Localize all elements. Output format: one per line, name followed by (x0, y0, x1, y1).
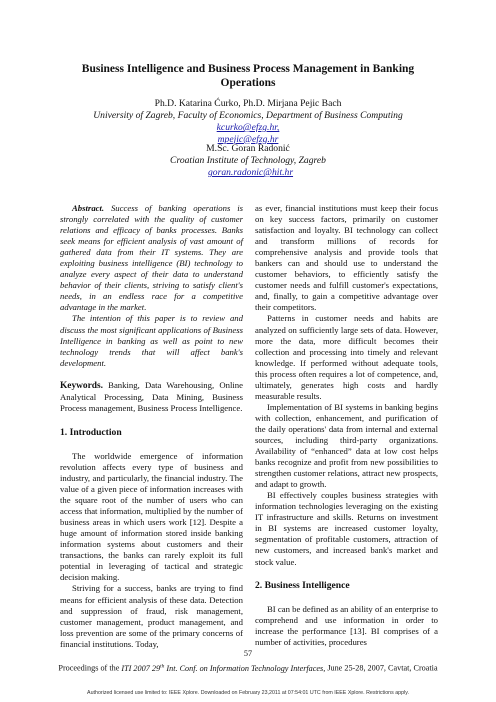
right-paragraph-1: Patterns in customer needs and habits are analyzed on sufficiently large sets of data. However, more the data, more difficult becomes their collection and processing into timely and relevant knowledge. If performed without adequate tools, this process often requires a lot of competence, and, ultimately, generates high costs and hardly measurable results. (255, 313, 438, 401)
authors-line-2: M.Sc. Goran Radonić (206, 143, 290, 154)
abstract-paragraph-2: The intention of this paper is to review and discuss the most significant applications of Business Intelligence in banking as well as point to new technology trends that will affect bank's development. (60, 313, 243, 368)
abstract-paragraph-1 (60, 203, 243, 313)
paper-title: Business Intelligence and Business Process Management in Banking Operations (81, 63, 415, 89)
right-paragraph-2: Implementation of BI systems in banking begins with collection, enhancement, and purification of the daily operations' data from internal and external sources, including third-party organizations. Availability of “enhanced” data at low cost helps banks recognize and profit from new possibilities to strengthen customer relations, attract new prospects, and adapt to growth. (255, 401, 438, 490)
affiliation-2: Croatian Institute of Technology, Zagreb (170, 155, 326, 166)
keywords-label: Keywords. (60, 380, 103, 391)
conference-footer (30, 663, 466, 673)
right-column (255, 203, 438, 648)
abstract-label: Abstract. (72, 203, 105, 213)
footer-conf-rest: Int. Conf. on Information Technology Interfaces, (164, 663, 326, 673)
footer-dates: June 25-28, 2007, Cavtat, Croatia (325, 663, 438, 673)
section-2-heading: 2. Business Intelligence (255, 579, 350, 591)
footer-prefix: Proceedings of the (58, 663, 122, 673)
keywords-text: Banking, Data Warehousing, Online Analytical Processing, Data Mining, Business Process management, Business Process Intelligence. (60, 379, 243, 413)
footer-conference (121, 664, 325, 673)
affiliation-1: University of Zagreb, Faculty of Economics, Department of Business Computing (93, 110, 403, 121)
footer-sup: th (160, 663, 165, 669)
right-paragraph-0: as ever, financial institutions must keep their focus on key success factors, primarily on customer satisfaction and loyalty. BI technology can collect and transform millions of records for comprehensive analysis and provide tools that bankers can and should use to understand the customer behaviors, to efficiently satisfy the customer needs and fulfill customer's expectations, and, finally, to gain a competitive advantage over their competitors. (255, 203, 438, 313)
abstract-text: Success of banking operations is strongly correlated with the quality of customer relations and efficacy of banks processes. Banks seek means for efficient analysis of vast amount of gathered data from their IT systems. They are exploiting business intelligence (BI) technology to analyze every aspect of their data to understand behavior of their clients, striving to satisfy client's needs, in an endless race for a competitive advantage in the market. (60, 203, 243, 313)
intro-paragraph-1: The worldwide emergence of information revolution affects every type of business and industry, and particularly, the financial industry. The value of a given piece of information increases with the square root of the number of users who can access that information, multiplied by the number of business areas in which users work [12]. Despite a huge amount of information stored inside banking information systems about customers and their transactions, the banks can rarely exploit its full potential in leveraging of tactical and strategic decision making. (60, 450, 243, 583)
section-1-heading: 1. Introduction (60, 426, 122, 438)
email-links-1[interactable]: kcurko@efzg.hr, mpejic@efzg.hr (216, 122, 280, 145)
email-link-2[interactable]: goran.radonic@hit.hr (208, 167, 294, 178)
authorized-use-notice: Authorized licensed use limited to: IEEE Xplore. Downloaded on February 23,2011 at 07:54:01 UTC from IEEE Xplore. Restrictions apply. (87, 690, 409, 696)
right-paragraph-3: BI effectively couples business strategies with information technologies leveraging on the existing IT infrastructure and skills. Returns on investment in BI systems are increased customer loyalty, segmentation of profitable customers, attraction of new customers, and increased bank's market and stock value. (255, 490, 438, 567)
intro-paragraph-2: Striving for a success, banks are trying to find means for efficient analysis of these data. Detection and suppression of fraud, risk management, customer management, product management, and loss prevention are some of the primary concerns of financial institutions. Today, (60, 583, 243, 649)
left-column (60, 203, 243, 650)
page-number: 57 (243, 649, 253, 658)
bi-paragraph-1: BI can be defined as an ability of an enterprise to comprehend and use information in order to increase the performance [13]. BI comprises of a number of activities, procedures (255, 603, 438, 647)
authors-line-1: Ph.D. Katarina Ćurko, Ph.D. Mirjana Pejic Bach (154, 98, 342, 109)
footer-conf-name: ITI 2007 29 (121, 663, 161, 673)
keywords-paragraph (60, 380, 243, 414)
